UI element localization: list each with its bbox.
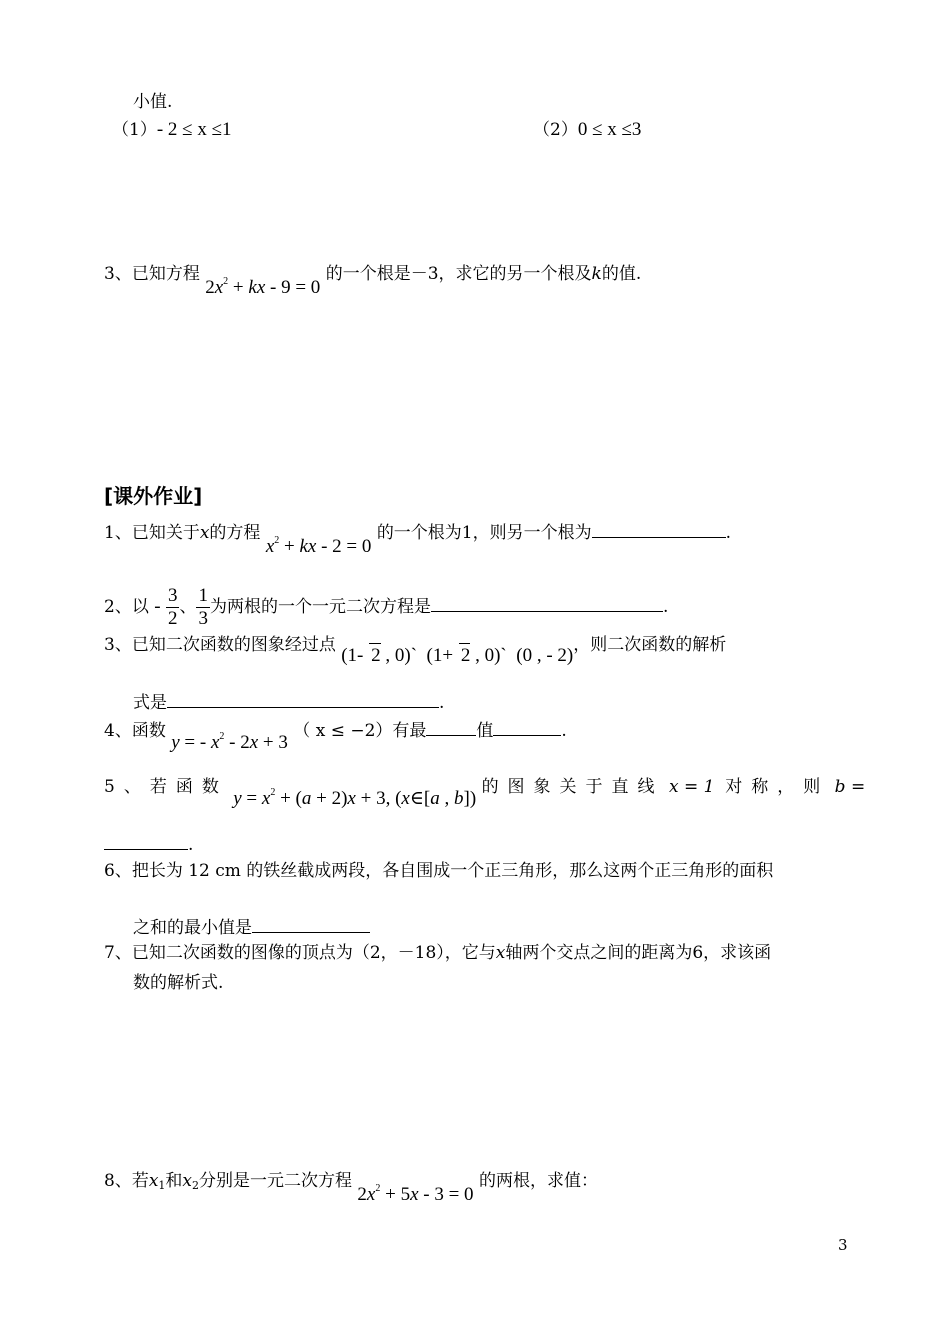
- problem-3: 3、已知二次函数的图象经过点 (1- 2 , 0)` (1+ 2 , 0)` (0 , - 2)，则二次函数的解析: [104, 635, 727, 666]
- problem-3-cont: 式是 .: [133, 689, 444, 715]
- homework-heading: [课外作业]: [104, 484, 203, 508]
- problem-8: 8、若$x_1$和$x_2$分别是一元二次方程 $2x^2 + 5x - 3 = 0$ 的两根，求值：: [104, 1171, 598, 1205]
- answer-blank-p5[interactable]: [104, 831, 188, 850]
- problem-1: 1、已知关于x的方程 $x^2$ + kx - 2 = 0 的一个根为1，则另一个根为 .: [104, 519, 731, 545]
- equation-p8: $2x^2 + 5x - 3 = 0$: [357, 1183, 474, 1205]
- fraction-1: $\frac{3}{2}$: [167, 585, 178, 629]
- inequality-2: 0 ≤ x ≤3: [577, 119, 642, 140]
- function-p4: y = - $x^2 - 2x + 3$: [171, 731, 288, 753]
- page-number: 3: [838, 1236, 848, 1254]
- problem-2: 2、以 - $\frac{3}{2}$ 、 $\frac{1}{3}$ 为两根的一个一元二次方程是 .: [104, 585, 669, 629]
- answer-blank-p2[interactable]: [431, 593, 663, 612]
- function-p5: $y = x^2 + (a + 2)x + 3$, (x∈[a , b]): [233, 787, 477, 809]
- sub-item-1: （1）- 2 ≤ x ≤1: [112, 119, 232, 140]
- question-3: 3、已知方程 $2x^2$ + kx - 9 = 0 的一个根是－3，求它的另一个根及k的值.: [104, 264, 642, 298]
- answer-blank-p4-a[interactable]: [426, 717, 476, 736]
- problem-4: 4、函数 y = - $x^2 - 2x + 3$ （ x ≤ −2）有最 值 .: [104, 717, 567, 743]
- problem-5: 5、若函数 $y = x^2 + (a + 2)x + 3$, (x∈[a , b]) 的图象关于直线 x = 1 对称，则 b =: [104, 777, 866, 809]
- points-p3: (1- 2 , 0)` (1+ 2 , 0)` (0 , - 2): [341, 645, 574, 666]
- answer-blank-p6[interactable]: [252, 914, 370, 933]
- problem-5-cont: .: [104, 831, 193, 857]
- fraction-2: $\frac{1}{3}$: [198, 585, 208, 629]
- problem-7: 7、已知二次函数的图像的顶点为（2，－18），它与x轴两个交点之间的距离为6，求该函: [104, 943, 772, 963]
- answer-blank-p4-b[interactable]: [493, 717, 561, 736]
- problem-7-cont: 数的解析式.: [133, 973, 224, 993]
- equation-q3: $2x^2$ + kx - 9 = 0: [205, 276, 321, 298]
- problem-6-cont: 之和的最小值是: [133, 914, 370, 940]
- sub-item-2: （2）0 ≤ x ≤3: [533, 119, 642, 140]
- continuation-text: 小值.: [133, 92, 173, 112]
- equation-p1: $x^2$ + kx - 2 = 0: [265, 535, 372, 557]
- answer-blank-p3[interactable]: [167, 689, 439, 708]
- inequality-1: - 2 ≤ x ≤1: [156, 119, 232, 140]
- answer-blank-p1[interactable]: [592, 519, 726, 538]
- problem-6: 6、把长为 12 cm 的铁丝截成两段，各自围成一个正三角形，那么这两个正三角形的面积: [104, 861, 774, 881]
